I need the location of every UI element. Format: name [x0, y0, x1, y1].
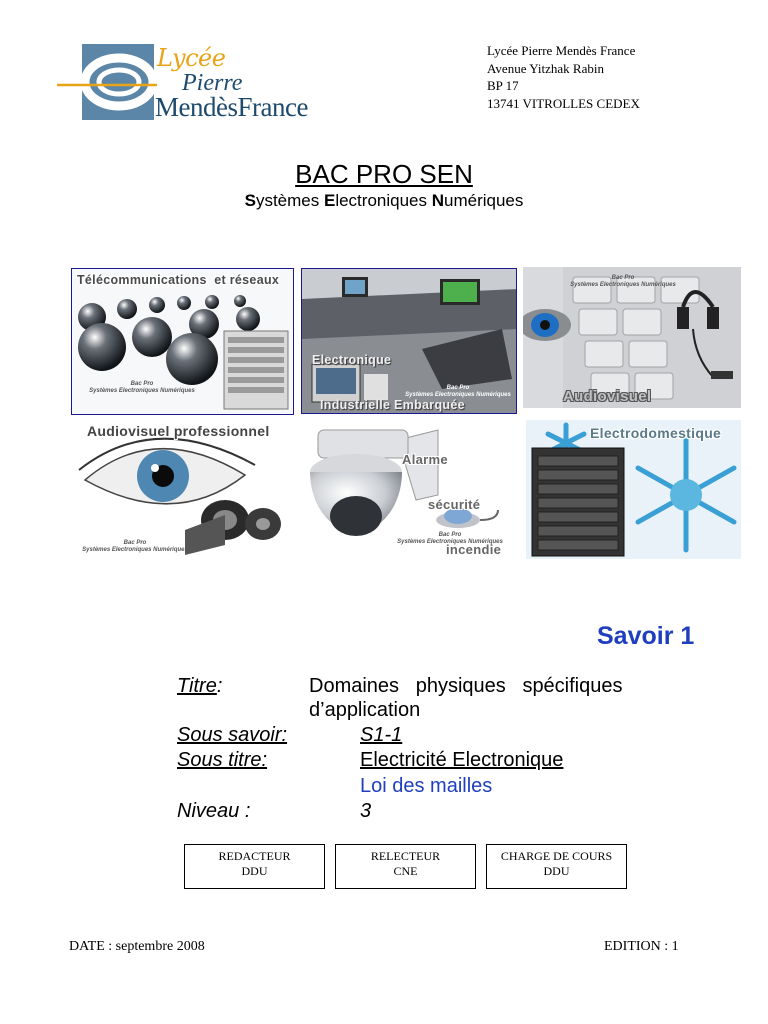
titre-label-text: Titre — [177, 675, 217, 697]
address-line-1: Lycée Pierre Mendès France — [487, 43, 636, 58]
subtitle-s-cap: S — [244, 191, 256, 210]
thumbnail-home-electronics — [526, 420, 741, 559]
industrial-label-line-1: Electronique — [312, 353, 392, 367]
footer-date: DATE : septembre 2008 — [69, 939, 205, 954]
school-address — [487, 42, 640, 112]
titre-label — [177, 675, 222, 698]
thumbnail-industrial-electronics — [301, 268, 517, 414]
document-subtitle — [0, 191, 768, 211]
thumbnail-telecommunications — [71, 268, 294, 415]
footer-edition: EDITION : 1 — [604, 939, 679, 954]
redacteur-value: DDU — [241, 864, 268, 878]
thumbnail-audiopro-caption — [75, 540, 195, 554]
niveau-value: 3 — [360, 800, 372, 822]
thumbnail-audiopro-label: Audiovisuel professionnel — [87, 423, 270, 439]
relecteur-box — [335, 844, 476, 889]
charge-de-cours-box — [486, 844, 627, 889]
alarm-label-line-1: Alarme — [402, 452, 448, 467]
caption-line-2: Systèmes Electroniques Numériques — [89, 388, 195, 394]
thumbnail-audiovisual-professional — [75, 420, 287, 558]
thumbnail-electrodom-label: Electrodomestique — [590, 425, 722, 441]
sous-titre-value-2: Loi des mailles — [360, 775, 493, 797]
caption-line-1: Bac Pro — [123, 540, 147, 546]
subtitle-e-rest: lectroniques — [335, 191, 432, 210]
document-title: BAC PRO SEN — [295, 159, 473, 189]
sous-savoir-value: S1-1 — [360, 724, 403, 746]
subtitle-n-cap: N — [431, 191, 444, 210]
thumbnail-telecom-label: Télécommunications et réseaux — [77, 273, 280, 287]
alarm-label-line-2: sécurité — [428, 497, 481, 512]
logo-text-lycee: Lycée — [157, 44, 226, 72]
logo-text-mendes: MendèsFrance — [155, 92, 308, 122]
subtitle-s-rest: ystèmes — [255, 191, 324, 210]
relecteur-value: CNE — [393, 864, 418, 878]
subtitle-e-cap: E — [323, 191, 336, 210]
caption-line-2: Systèmes Electroniques Numériques — [570, 282, 676, 288]
industrial-label-line-2: Industrielle Embarquée — [320, 398, 465, 412]
caption-line-1: Bac Pro — [611, 275, 635, 281]
caption-line-2: Systèmes Electroniques Numériques — [82, 547, 188, 553]
address-line-2: Avenue Yitzhak Rabin — [487, 60, 604, 76]
caption-line-1: Bac Pro — [130, 381, 154, 387]
titre-value-line-2: d’application — [309, 699, 421, 721]
thumbnail-multimedia-caption — [563, 275, 683, 289]
thumbnail-industrial-label — [312, 323, 465, 414]
caption-line-2: Systèmes Electroniques Numériques — [405, 392, 511, 398]
thumbnail-telecom-caption — [82, 381, 202, 395]
thumbnail-alarm-caption — [390, 532, 510, 546]
savoir-heading: Savoir 1 — [597, 622, 695, 650]
address-line-4: 13741 VITROLLES CEDEX — [487, 95, 640, 111]
address-line-3: BP 17 — [487, 78, 519, 93]
sous-titre-label: Sous titre: — [177, 749, 268, 771]
logo-swoosh-icon — [57, 42, 157, 122]
thumbnail-industrial-caption — [398, 385, 517, 399]
redacteur-box — [184, 844, 325, 889]
thumbnail-alarm-security — [298, 420, 510, 558]
niveau-label: Niveau : — [177, 800, 251, 822]
relecteur-title: RELECTEUR — [370, 849, 441, 863]
eye-film-image-icon — [75, 420, 287, 558]
alarm-label-line-3: incendie — [446, 542, 502, 557]
school-logo — [57, 42, 314, 124]
charge-de-cours-title: CHARGE DE COURS — [500, 849, 613, 863]
sous-titre-value-1: Electricité Electronique — [360, 749, 564, 771]
subtitle-n-rest: umériques — [444, 191, 524, 210]
thumbnail-audiovisual-multimedia — [523, 267, 741, 408]
caption-line-2: Systèmes Electroniques Numériques — [397, 539, 503, 545]
logo-text-pierre: Pierre — [182, 70, 243, 96]
multimedia-label-line-1: Audiovisuel — [563, 388, 652, 405]
charge-de-cours-value: DDU — [543, 864, 570, 878]
titre-label-colon: : — [216, 675, 223, 697]
titre-value-line-1: Domaines physiques spécifiques — [309, 675, 623, 697]
caption-line-1: Bac Pro — [438, 532, 462, 538]
caption-line-1: Bac Pro — [446, 385, 470, 391]
redacteur-title: REDACTEUR — [218, 849, 291, 863]
thumbnail-multimedia-label — [563, 359, 683, 408]
sous-savoir-label: Sous savoir: — [177, 724, 288, 746]
